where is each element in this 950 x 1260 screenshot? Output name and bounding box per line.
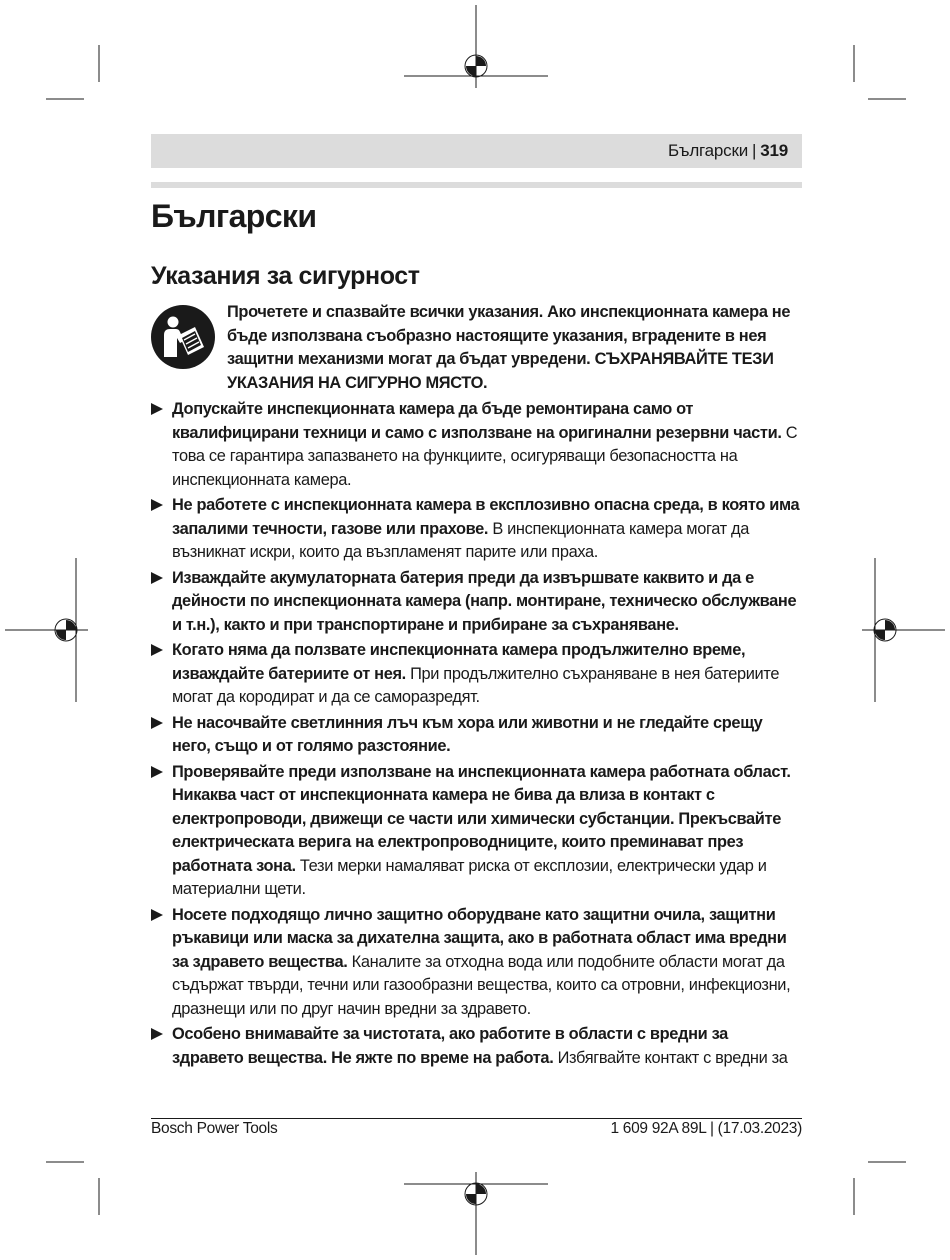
list-item: Изваждайте акумулаторната батерия преди да извършвате каквито и да е дейности по инспекционната камера (напр. монтиране, техническо обслужване и т.н.), както и при транспортиране и прибиране за съхраняване. — [151, 567, 803, 638]
triangle-bullet-icon — [151, 1028, 163, 1040]
triangle-bullet-icon — [151, 403, 163, 415]
list-item: Носете подходящо лично защитно оборудване като защитни очила, защитни ръкавици или маска за дихателна защита, ако в работната област има вредни за здравето вещества. Каналите за отходна вода или подобните области могат да съдържат твърди, течни или газообразни вещества, които са отровни, инфекциозни, дразнещи или по друг начин вредни за здравето. — [151, 904, 803, 1022]
safety-list — [151, 398, 803, 1072]
triangle-bullet-icon — [151, 717, 163, 729]
triangle-bullet-icon — [151, 909, 163, 921]
page-header — [151, 134, 802, 168]
triangle-bullet-icon — [151, 572, 163, 584]
triangle-bullet-icon — [151, 766, 163, 778]
page-number: 319 — [760, 141, 788, 160]
header-text: Български | 319 — [667, 141, 788, 160]
footer-rule — [151, 1118, 802, 1119]
section-title: Указания за сигурност — [151, 262, 420, 290]
triangle-bullet-icon — [151, 499, 163, 511]
page-title: Български — [151, 198, 317, 234]
header-rule — [151, 182, 802, 188]
footer-doc-id: 1 609 92A 89L | (17.03.2023) — [610, 1120, 802, 1137]
intro-text: Прочетете и спазвайте всички указания. Ако инспекционната камера не бъде използвана съобразно настоящите указания, вградените в нея защитни механизми могат да бъдат увредени. СЪХРАНЯВАЙТЕ ТЕЗИ УКАЗАНИЯ НА СИГУРНО МЯСТО. — [227, 303, 791, 392]
list-item: Особено внимавайте за чистотата, ако работите в области с вредни за здравето вещества. Не яжте по време на работа. Избягвайте контакт с вредни за — [151, 1023, 803, 1070]
list-item: Проверявайте преди използване на инспекционната камера работната област. Никаква част от инспекционната камера не бива да влиза в контакт с електропроводи, движещи се части или химически субстанции. Прекъсвайте електрическата верига на електропроводниците, които преминават през работната зона. Тези мерки намаляват риска от експлозии, електрически удар и материални щети. — [151, 761, 803, 902]
list-item: Не работете с инспекционната камера в експлозивно опасна среда, в която има запалими течности, газове или прахове. В инспекционната камера могат да възникнат искри, които да възпламенят парите или праха. — [151, 494, 803, 565]
read-manual-icon — [151, 305, 215, 369]
list-item: Не насочвайте светлинния лъч към хора или животни и не гледайте срещу него, също и от голямо разстояние. — [151, 712, 803, 759]
header-language: Български — [667, 141, 749, 160]
triangle-bullet-icon — [151, 644, 163, 656]
list-item: Допускайте инспекционната камера да бъде ремонтирана само от квалифицирани техници и само с използване на оригинални резервни части. С това се гарантира запазването на функциите, осигуряващи безопасността на инспекционната камера. — [151, 398, 803, 492]
list-item: Когато няма да ползвате инспекционната камера продължително време, изваждайте батериите от нея. При продължително съхраняване в нея батериите могат да кородират и да се саморазредят. — [151, 639, 803, 710]
footer-brand: Bosch Power Tools — [151, 1120, 278, 1137]
intro-block — [151, 301, 803, 395]
